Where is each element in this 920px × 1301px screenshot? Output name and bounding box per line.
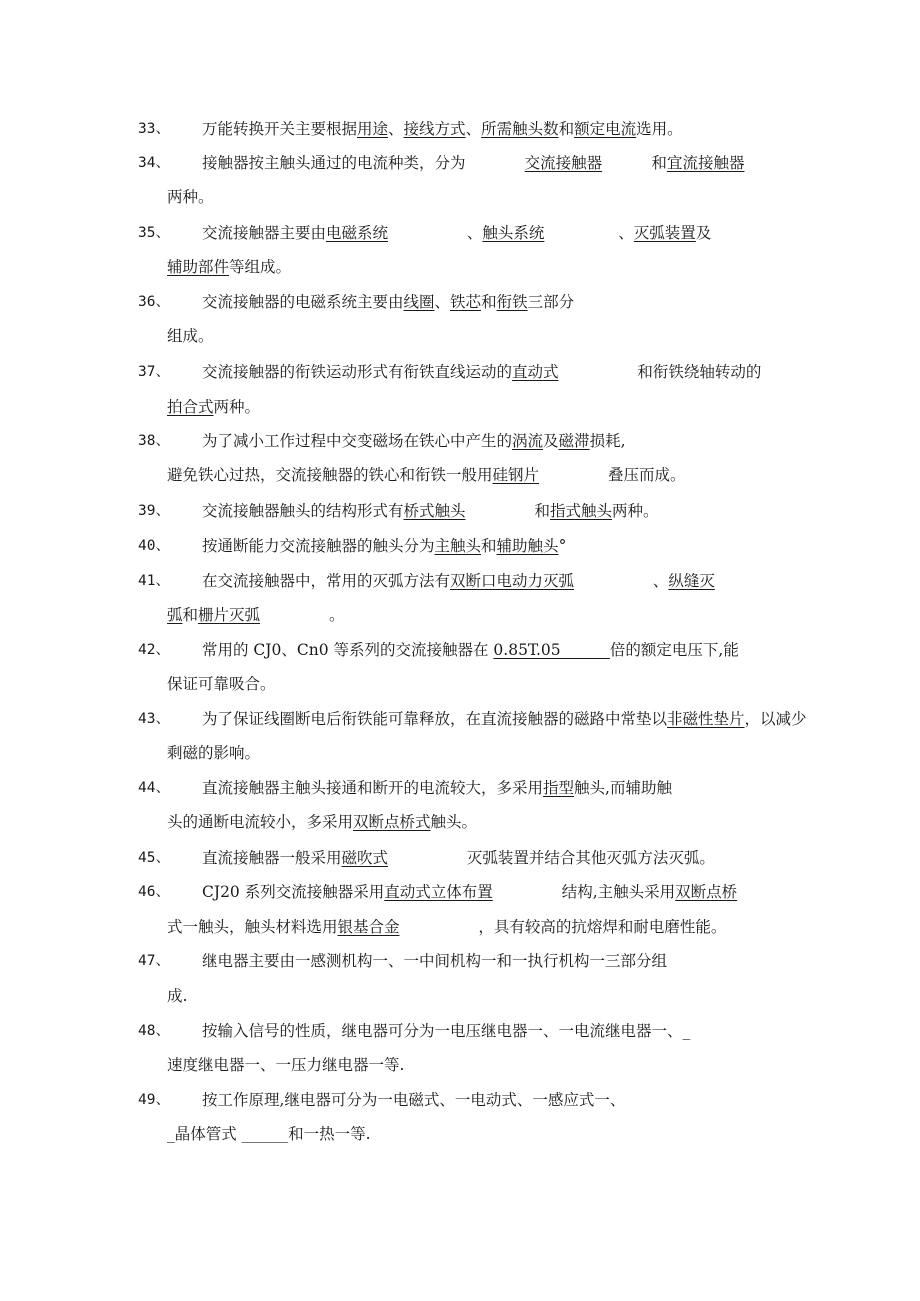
answer-blank: 双断点桥式 [353,813,431,831]
text-segment: 、 [388,224,483,242]
text-segment: 和 [602,154,667,172]
question-text [202,431,626,451]
answer-blank: 涡流 [512,432,544,450]
text-segment: 直流接触器一般采用 [202,849,342,867]
question-text-continued [167,743,260,763]
answer-blank: 拍合式 [167,398,214,416]
answer-blank: 指型 [543,779,575,797]
answer-blank: 磁吹式 [341,849,389,867]
text-segment: 三部分 [527,293,575,311]
text-segment: 万能转换开关主要根据 [202,120,358,138]
answer-blank: 主触头 [434,537,482,555]
question-number: 36、 [138,294,170,310]
text-segment: 及 [695,224,712,242]
question-text-continued [167,1055,404,1075]
question-number: 39、 [138,503,170,519]
text-segment: 常用的 CJ0、Cn0 等系列的交流接触器在 [202,641,494,659]
text-segment: 直流接触器主触头接通和断开的电流较大，多采用 [202,779,544,797]
answer-blank: 硅钢片 [492,466,540,484]
answer-blank: 所需触头数 [481,120,559,138]
text-segment: 接触器按主触头通过的电流种类，分为 [202,154,525,172]
question-number: 40、 [138,538,170,554]
text-segment: 继电器主要由一感测机构一、一中间机构一和一执行机构一三部分组 [202,952,668,970]
text-segment: 成. [167,987,188,1005]
text-segment: 灭弧装置并结合其他灭弧方法灭弧。 [388,849,715,867]
text-segment: 结构,主触头采用 [492,883,676,901]
text-segment: 触头,而辅助触 [574,779,672,797]
text-segment: 两种。 [213,398,261,416]
text-segment: 等组成。 [229,258,292,276]
question-number: 34、 [138,155,170,171]
text-segment: 按通断能力交流接触器的触头分为 [202,537,435,555]
text-segment: 、 [574,572,669,590]
answer-blank: 银基合金 [337,918,400,936]
text-segment: 按工作原理,继电器可分为一电磁式、一电动式、一感应式一、 [202,1091,626,1109]
question-number: 46、 [138,884,170,900]
question-text-continued [167,674,276,694]
text-segment: 和 [481,293,497,311]
answer-blank: 触头系统 [482,224,545,242]
question-number: 43、 [138,711,170,727]
text-segment: 、 [434,293,451,311]
question-number: 44、 [138,780,170,796]
answer-blank: 纵缝灭 [668,572,715,590]
answer-blank: 线圈 [403,293,435,311]
question-text-continued [167,397,260,417]
text-segment: 避免铁心过热，交流接触器的铁心和衔铁一般用 [167,466,493,484]
question-text [202,951,667,971]
question-text [202,1021,690,1041]
answer-blank: 磁滞 [558,432,590,450]
text-segment: 为了保证线圈断电后衔铁能可靠释放，在直流接触器的磁路中常垫以 [202,710,668,728]
question-text [202,640,739,660]
text-segment: 在交流接触器中，常用的灭弧方法有 [202,572,451,590]
text-segment: 速度继电器一、一压力继电器一等. [167,1056,405,1074]
text-segment: 按输入信号的性质，继电器可分为一电压继电器一、一电流继电器一、_ [202,1022,691,1040]
text-segment: 和 [558,120,575,138]
question-text [202,362,761,382]
question-number: 48、 [138,1023,170,1039]
answer-blank: 栅片灭弧 [198,606,261,624]
text-segment: 。 [260,606,345,624]
question-text [202,848,715,868]
question-text [202,501,659,521]
answer-blank: 辅助部件 [167,258,230,276]
text-segment: 倍的额定电压下,能 [609,641,739,659]
question-text-continued [167,326,214,346]
text-segment: 交流接触器的电磁系统主要由 [202,293,404,311]
question-text-continued [167,917,726,937]
text-segment: 保证可靠吸合。 [167,675,276,693]
text-segment: 和衔铁绕轴转动的 [558,363,762,381]
text-segment: 交流接触器的衔铁运动形式有衔铁直线运动的 [202,363,513,381]
question-text [202,778,672,798]
answer-blank: 辅助触头 [496,537,559,555]
answer-blank: 衔铁 [496,293,528,311]
text-segment: 损耗, [589,432,626,450]
question-text [202,153,744,173]
question-number: 47、 [138,953,170,969]
answer-blank: 弧 [167,606,183,624]
text-segment: 、 [544,224,634,242]
answer-blank: 宜流接触器 [666,154,745,172]
question-text [202,223,711,243]
text-segment: 式一触头，触头材料选用 [167,918,338,936]
question-text [202,292,574,312]
text-segment: ° [558,537,567,555]
question-text-continued [167,187,214,207]
question-number: 38、 [138,433,170,449]
question-number: 45、 [138,850,170,866]
question-text [202,1090,625,1110]
question-text-continued [167,1124,371,1144]
text-segment: 及 [543,432,559,450]
question-text [202,571,715,591]
text-segment: 、 [388,120,404,138]
text-segment: ，以减少 [744,710,807,728]
question-text-continued [167,986,187,1006]
answer-blank: 双断口电动力灭弧 [450,572,575,590]
text-segment: 交流接触器触头的结构形式有 [202,502,404,520]
question-number: 42、 [138,642,170,658]
text-segment: 两种。 [612,502,659,520]
question-text-continued [167,465,686,485]
answer-blank: 桥式触头 [403,502,466,520]
text-segment: 和 [481,537,497,555]
answer-blank: 指式触头 [550,502,613,520]
text-segment: CJ20 系列交流接触器采用 [202,883,385,901]
answer-blank: 直动式立体布置 [384,883,493,901]
question-text-continued [167,605,345,625]
question-number: 49、 [138,1092,170,1108]
answer-blank: 电磁系统 [326,224,389,242]
text-segment: _晶体管式 ______和一热一等. [167,1125,371,1143]
answer-blank: 用途 [357,120,389,138]
answer-blank: 额定电流 [574,120,637,138]
text-segment: 交流接触器主要由 [202,224,327,242]
text-segment: 两种。 [167,188,214,206]
answer-blank: 非磁性垫片 [667,710,745,728]
answer-blank: 铁芯 [450,293,482,311]
answer-blank: 灭弧装置 [633,224,696,242]
text-segment: 组成。 [167,327,214,345]
question-number: 37、 [138,364,170,380]
text-segment: 剩磁的影响。 [167,744,261,762]
text-segment: 和 [465,502,551,520]
answer-blank: 接线方式 [403,120,466,138]
text-segment: 触头。 [430,813,478,831]
question-text-continued [167,812,477,832]
text-segment: 为了减小工作过程中交变磁场在铁心中产生的 [202,432,513,450]
answer-blank: 交流接触器 [524,154,603,172]
text-segment: 和 [182,606,199,624]
question-number: 35、 [138,225,170,241]
question-text-continued [167,257,291,277]
answer-blank: 0.85T.05 [493,641,610,659]
question-number: 41、 [138,573,170,589]
answer-blank: 直动式 [512,363,559,381]
question-text [202,536,566,556]
question-number: 33、 [138,121,170,137]
text-segment: ，具有较高的抗熔焊和耐电磨性能。 [399,918,727,936]
question-text [202,119,683,139]
text-segment: 头的通断电流较小，多采用 [167,813,354,831]
text-segment: 叠压而成。 [539,466,686,484]
question-text [202,709,807,729]
answer-blank: 双断点桥 [675,883,738,901]
text-segment: 、 [465,120,482,138]
question-text [202,882,737,902]
text-segment: 选用。 [636,120,683,138]
